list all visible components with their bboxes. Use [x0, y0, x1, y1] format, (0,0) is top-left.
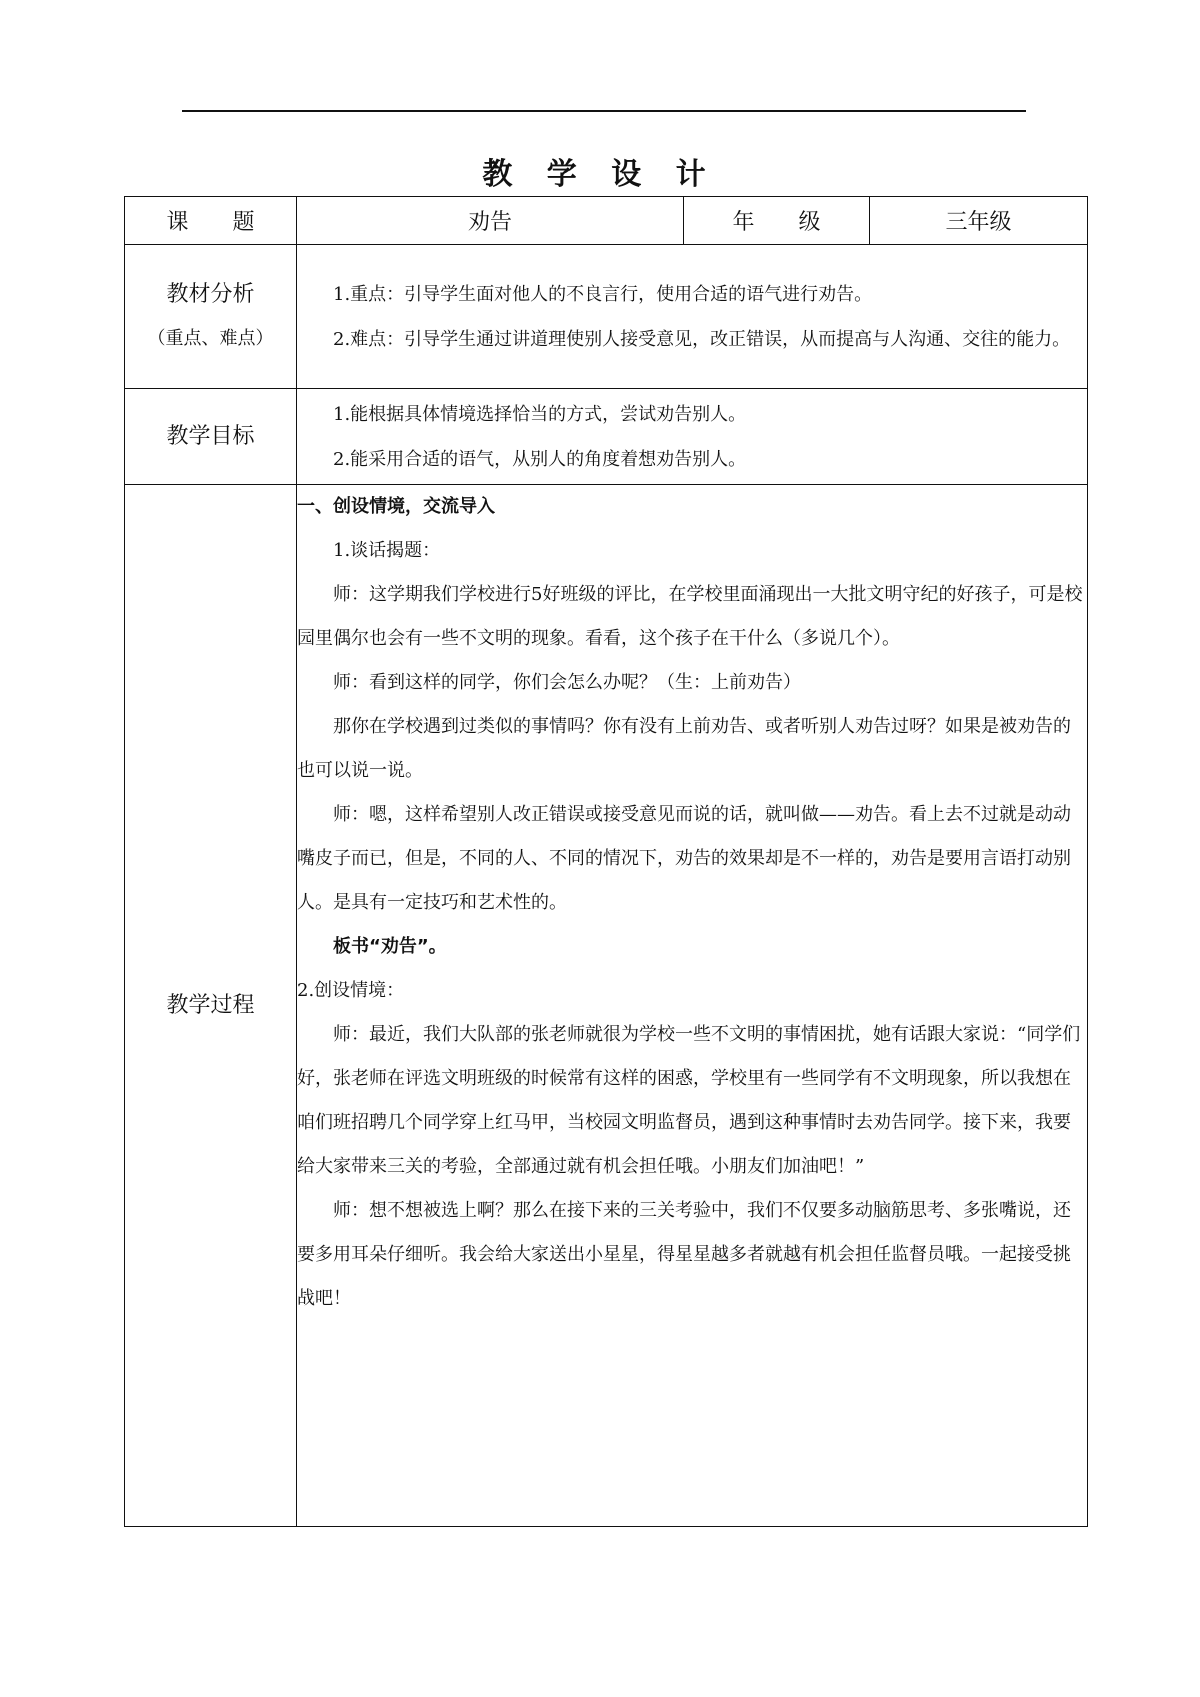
paragraph: 师：这学期我们学校进行5好班级的评比，在学校里面涌现出一大批文明守纪的好孩子，可是校园里偶尔也会有一些不文明的现象。看看，这个孩子在干什么（多说几个）。: [297, 584, 1083, 649]
paragraph: 师：最近，我们大队部的张老师就很为学校一些不文明的事情困扰，她有话跟大家说：“同学们好，张老师在评选文明班级的时候常有这样的困惑，学校里有一些同学有不文明现象，所以我想在咱们班招聘几个同学穿上红马甲，当校园文明监督员，遇到这种事情时去劝告同学。接下来，我要给大家带来三关的考验，全部通过就有机会担任哦。小朋友们加油吧！”: [297, 1024, 1081, 1177]
analysis-content: [297, 245, 1088, 389]
objectives-label: 教学目标: [125, 389, 297, 485]
analysis-item: 2.难点：引导学生通过讲道理使别人接受意见，改正错误，从而提高与人沟通、交往的能力。: [333, 328, 1071, 350]
step-heading: 2.创设情境：: [297, 980, 405, 1001]
top-rule: [182, 110, 1026, 112]
analysis-label: 教材分析: [166, 281, 255, 307]
analysis-item: 1.重点：引导学生面对他人的不良言行，使用合适的语气进行劝告。: [333, 283, 873, 305]
analysis-label-cell: [125, 245, 297, 389]
paragraph: 师：看到这样的同学，你们会怎么办呢？（生：上前劝告）: [333, 672, 801, 693]
document-title: 教 学 设 计: [482, 157, 718, 192]
objective-item: 2.能采用合适的语气，从别人的角度着想劝告别人。: [333, 448, 747, 470]
objective-item: 1.能根据具体情境选择恰当的方式，尝试劝告别人。: [333, 403, 747, 425]
board-note: 板书“劝告”。: [333, 936, 447, 957]
paragraph: 师：想不想被选上啊？那么在接下来的三关考验中，我们不仅要多动脑筋思考、多张嘴说，还要多用耳朵仔细听。我会给大家送出小星星，得星星越多者就越有机会担任监督员哦。一起接受挑战吧！: [297, 1200, 1071, 1309]
objectives-row: [125, 389, 1088, 485]
topic-label: 课 题: [125, 197, 297, 245]
paragraph: 师：嗯，这样希望别人改正错误或接受意见而说的话，就叫做——劝告。看上去不过就是动动嘴皮子而已，但是，不同的人、不同的情况下，劝告的效果却是不一样的，劝告是要用言语打动别人。是具有一定技巧和艺术性的。: [297, 804, 1071, 913]
grade-value: 三年级: [870, 197, 1088, 245]
grade-label: 年 级: [684, 197, 870, 245]
header-row: [125, 197, 1088, 245]
process-row: [125, 485, 1088, 1527]
process-label: 教学过程: [125, 485, 297, 1527]
analysis-row: [125, 245, 1088, 389]
process-content: [297, 485, 1088, 1527]
lesson-plan-table: [124, 196, 1088, 1527]
analysis-sub-label: （重点、难点）: [147, 327, 274, 349]
paragraph: 那你在学校遇到过类似的事情吗？你有没有上前劝告、或者听别人劝告过呀？如果是被劝告的也可以说一说。: [297, 716, 1071, 781]
step-heading: 1.谈话揭题：: [333, 540, 441, 561]
section-heading: 一、创设情境，交流导入: [297, 496, 495, 517]
topic-value: 劝告: [297, 197, 684, 245]
objectives-content: [297, 389, 1088, 485]
